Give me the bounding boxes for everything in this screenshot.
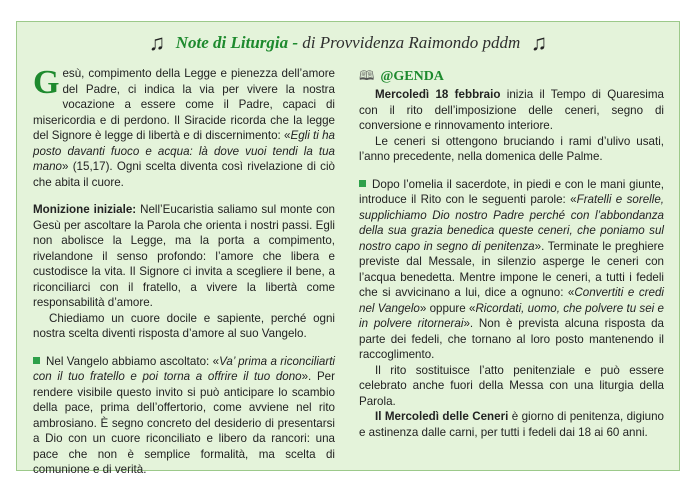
page-title xyxy=(176,33,521,53)
music-note-icon: ♫ xyxy=(148,30,166,55)
agenda-title: @GENDA xyxy=(380,69,444,84)
liturgy-notes-panel xyxy=(16,21,680,476)
music-note-icon: ♫ xyxy=(530,30,548,55)
left-column xyxy=(33,66,335,478)
title-section: Note di Liturgia - xyxy=(175,33,299,52)
ashes-paragraph: Le ceneri si ottengono bruciando i rami d’ulivo usati, l’anno precedente, nella domenica delle Palme. xyxy=(359,134,664,163)
book-icon: 🕮 xyxy=(359,68,375,83)
title-author: di Provvidenza Raimondo pddm xyxy=(298,33,521,52)
gospel-paragraph: Nel Vangelo abbiamo ascoltato: «Va’ prima a riconciliarti con il tuo fratello e poi torna a offrire il tuo dono». Per rendere visibile questo invito si può anticipare lo scambio della pace, prima dell’offertorio, come avviene nel rito ambrosiano. È segno concreto del desiderio di presentarsi a Dio con un cuore riconciliato e libero da rancori: una pace che non è semplice formalità, ma scelta di comunione e di verità. xyxy=(33,354,336,476)
bullet-square-icon xyxy=(359,180,366,187)
header xyxy=(17,32,679,54)
agenda-paragraph: Mercoledì 18 febbraio inizia il Tempo di Quaresima con il rito dell’imposizione delle ceneri, segno di conversione e rinnovamento interiore. xyxy=(359,88,664,132)
prayer-paragraph: Chiediamo un cuore docile e sapiente, perché ogni nostra scelta diventi risposta d’amore al suo Vangelo. xyxy=(33,311,335,340)
drop-cap: G xyxy=(33,64,60,101)
monition-paragraph: Monizione iniziale: Nell’Eucaristia saliamo sul monte con Gesù per ascoltare la Parola che orienta i nostri passi. Egli non abolisce la Legge, ma la porta a compimento, rivelandone il senso profondo: l’amore che libera e custodisce la vita. Il Signore ci invita a scegliere il bene, a riconciliarci con il fratello, a vivere la libertà come responsabilità d’amore. xyxy=(33,203,335,309)
fasting-paragraph: Il Mercoledì delle Ceneri è giorno di penitenza, digiuno e astinenza dalle carni, per tutti i fedeli dai 18 ai 60 anni. xyxy=(359,410,665,439)
rite-note-paragraph: Il rito sostituisce l’atto penitenziale e può essere celebrato anche fuori della Messa con una liturgia della Parola. xyxy=(359,363,664,408)
right-column xyxy=(359,66,664,440)
rite-paragraph: Dopo l’omelia il sacerdote, in piedi e con le mani giunte, introduce il Rito con le seguenti parole: «Fratelli e sorelle, supplichiamo Dio nostro Padre perché con l’abbondanza della sua grazia benedica queste ceneri, che poniamo sul nostro capo in segno di penitenza». Terminate le preghiere previste dal Messale, in silenzio asperge le ceneri con l’acqua benedetta. Mentre impone le ceneri, a tutti i fedeli che si avvicinano a lui, dice a ognuno: «Convertiti e credi nel Vangelo» oppure «Ricordati, uomo, che polvere tu sei e in polvere ritornerai». Non è prevista alcuna risposta da parte dei fedeli, che tornano al loro posto mantenendo il raccoglimento. xyxy=(359,177,664,361)
intro-paragraph: Gesù, compimento della Legge e pienezza dell’amore del Padre, ci indica la via per vivere la nostra vocazione a essere come il Padre, capaci di misericordia e di perdono. Il Siracide ricorda che la legge del Signore è legge di libertà e di discernimento: «Egli ti ha posto davanti fuoco e acqua: là dove vuoi tendi la tua mano» (15,17). Ogni scelta diventa così rivelazione di ciò che abita il cuore. xyxy=(33,64,336,189)
bullet-square-icon xyxy=(33,357,40,364)
monition-label: Monizione iniziale: xyxy=(33,203,137,216)
agenda-heading xyxy=(359,66,664,86)
